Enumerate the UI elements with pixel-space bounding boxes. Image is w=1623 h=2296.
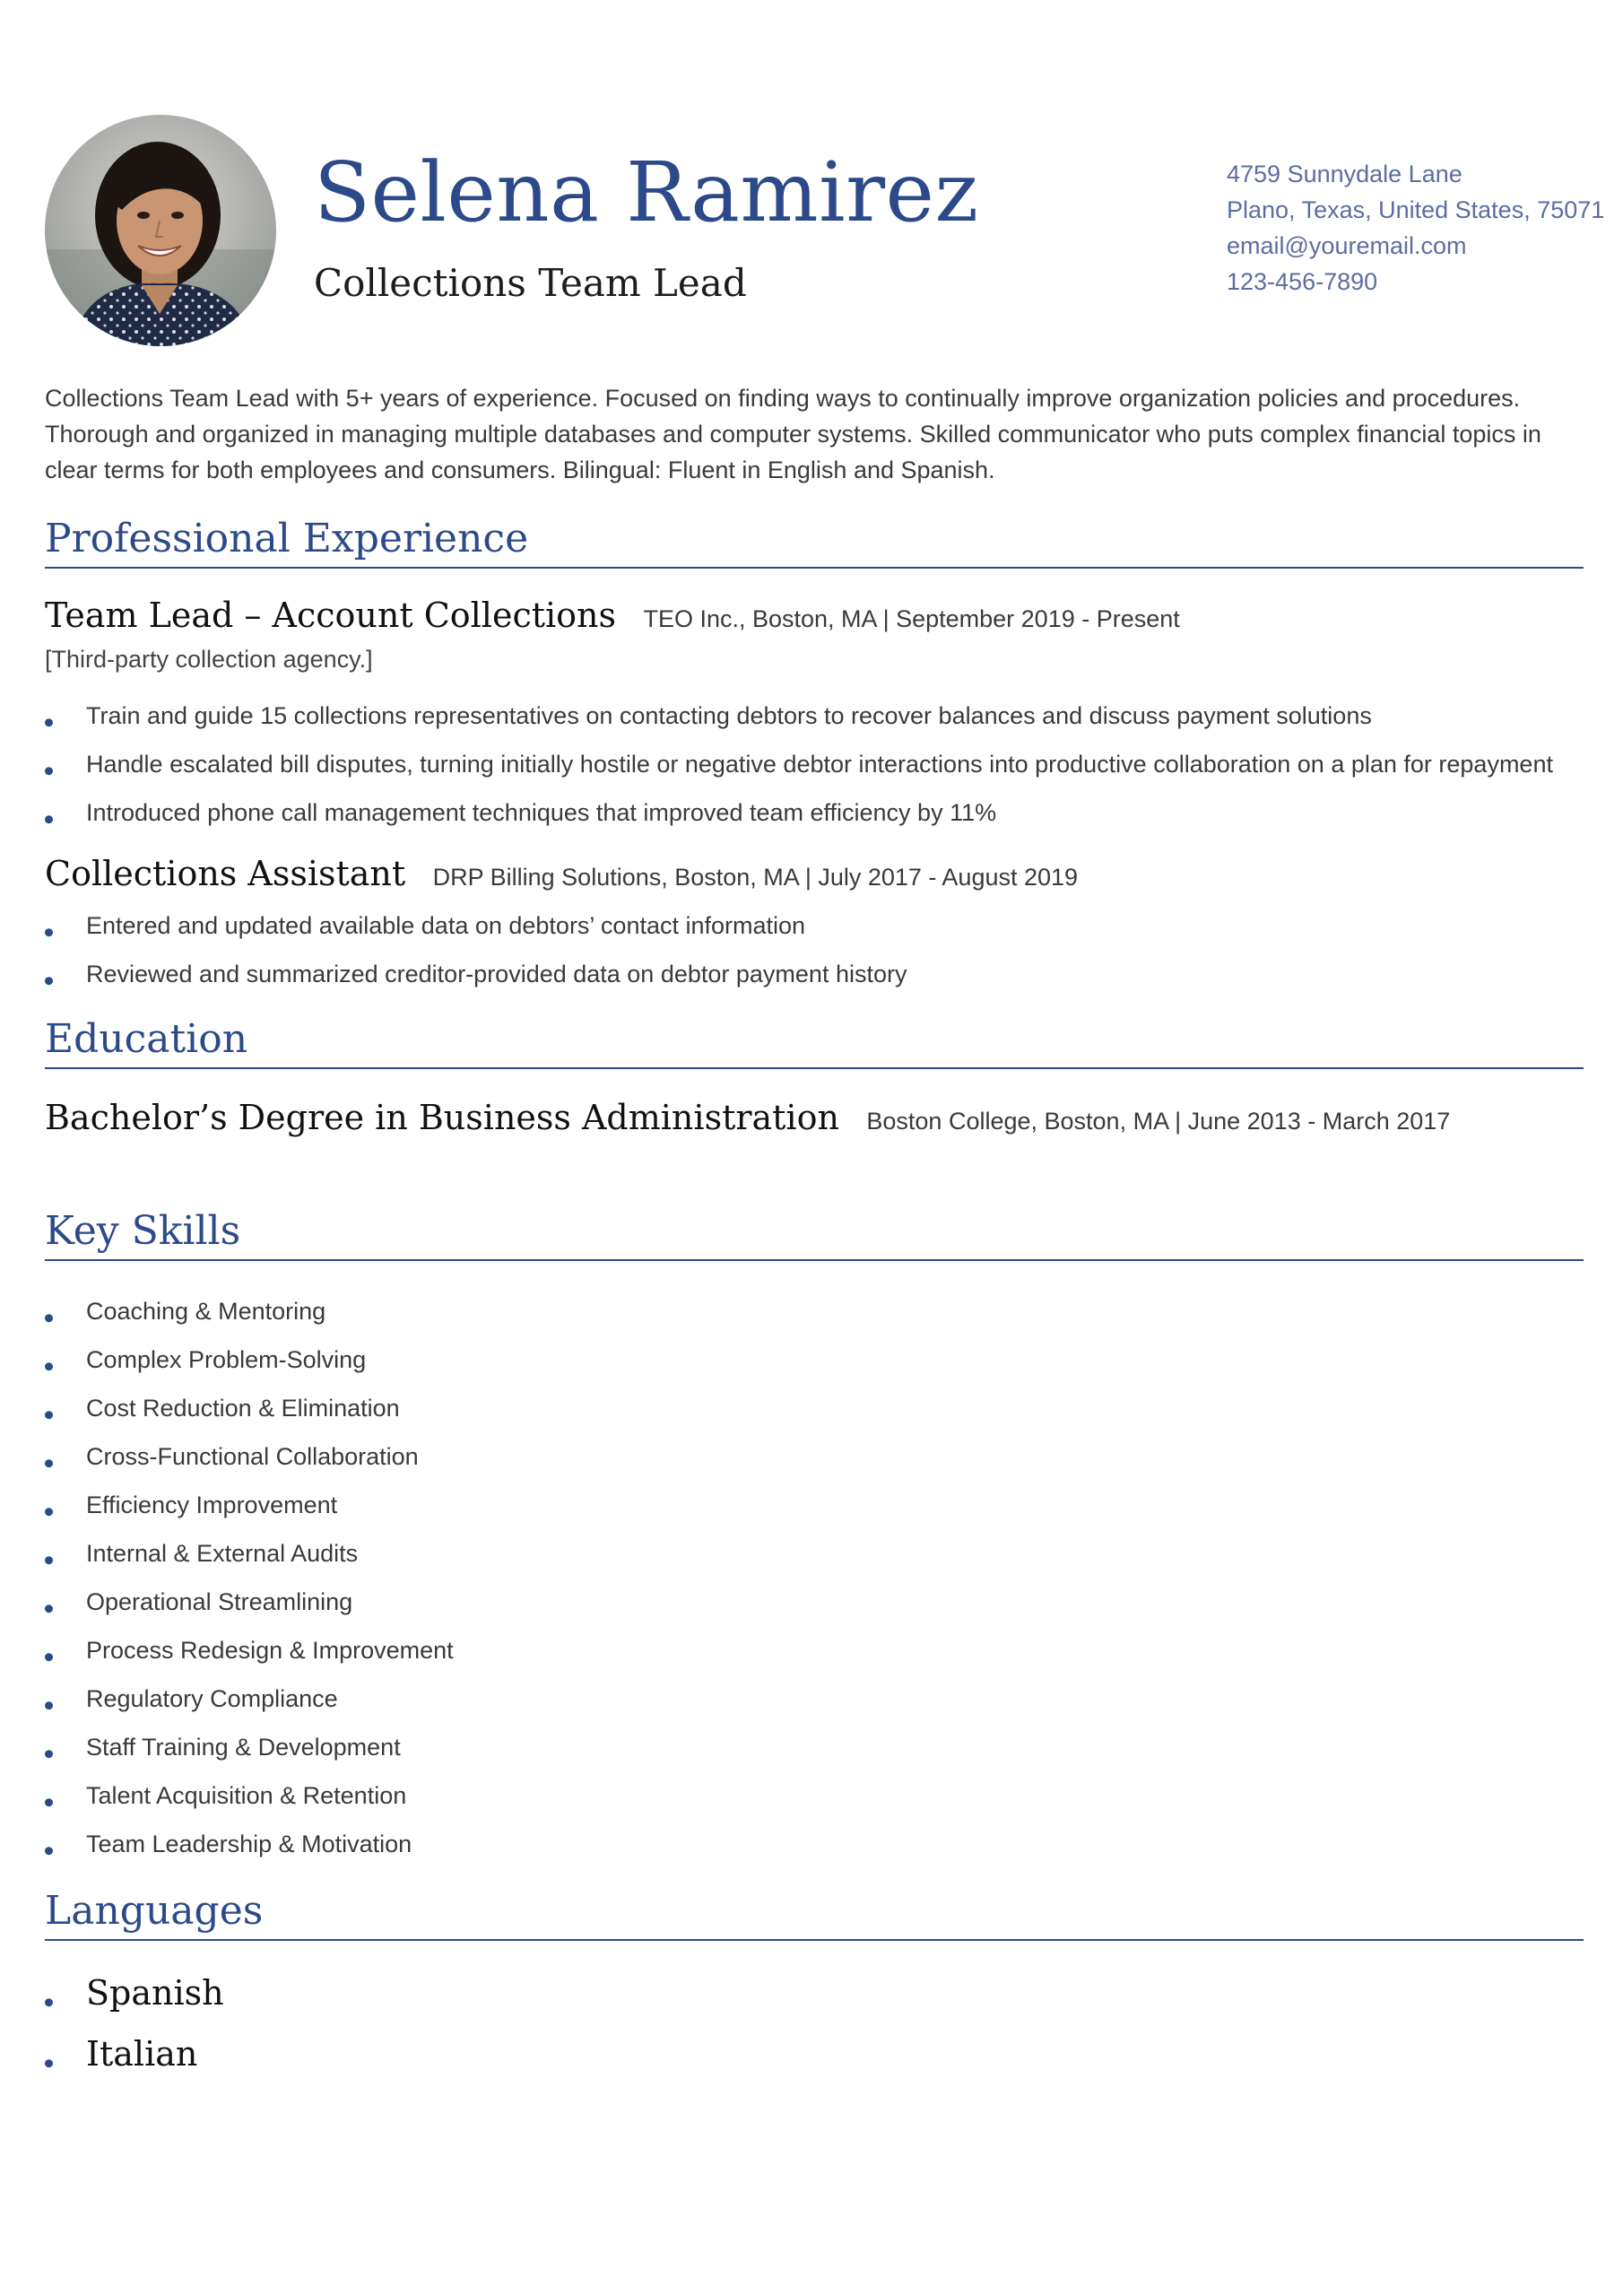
job-1-title: Team Lead – Account Collections [45,596,617,635]
education-heading: Education [45,1013,1584,1069]
list-item: Handle escalated bill disputes, turning initially hostile or negative debtor interactions into productive collaboration on a plan for repayment [45,744,1553,793]
portrait-illustration [45,115,276,346]
list-item: Italian [45,2031,224,2092]
candidate-title: Collections Team Lead [314,261,747,305]
address-line-2: Plano, Texas, United States, 75071 [1227,196,1605,223]
job-1-header [45,596,1180,635]
languages-list [45,1970,224,2092]
education-meta: Boston College, Boston, MA | June 2013 - March 2017 [866,1108,1451,1135]
list-item: Coaching & Mentoring [45,1292,454,1340]
list-item: Internal & External Audits [45,1534,454,1582]
list-item: Train and guide 15 collections representatives on contacting debtors to recover balances and discuss payment solutions [45,696,1553,744]
list-item: Staff Training & Development [45,1727,454,1776]
list-item: Talent Acquisition & Retention [45,1776,454,1824]
languages-heading: Languages [45,1885,1584,1941]
list-item: Team Leadership & Motivation [45,1824,454,1873]
address-line-1: 4759 Sunnydale Lane [1227,161,1462,187]
profile-photo [45,115,276,346]
list-item: Spanish [45,1970,224,2031]
job-1-bullets [45,696,1553,841]
skills-list [45,1292,454,1873]
degree-title: Bachelor’s Degree in Business Administration [45,1098,839,1137]
list-item: Regulatory Compliance [45,1679,454,1727]
job-2-header [45,854,1078,893]
experience-heading: Professional Experience [45,513,1584,569]
job-2-meta: DRP Billing Solutions, Boston, MA | July 2017 - August 2019 [432,864,1079,891]
list-item: Cross-Functional Collaboration [45,1437,454,1485]
phone-number: 123-456-7890 [1227,268,1378,295]
skills-heading: Key Skills [45,1205,1584,1261]
email-link[interactable]: email@youremail.com [1227,232,1467,259]
list-item: Efficiency Improvement [45,1485,454,1534]
list-item: Process Redesign & Improvement [45,1631,454,1679]
list-item: Introduced phone call management techniques that improved team efficiency by 11% [45,793,1553,841]
list-item: Entered and updated available data on debtors’ contact information [45,906,907,954]
job-1-meta: TEO Inc., Boston, MA | September 2019 - Present [643,605,1180,632]
list-item: Reviewed and summarized creditor-provided data on debtor payment history [45,954,907,1003]
education-entry [45,1098,1450,1137]
list-item: Operational Streamlining [45,1582,454,1631]
list-item: Cost Reduction & Elimination [45,1388,454,1437]
list-item: Complex Problem-Solving [45,1340,454,1388]
summary-paragraph: Collections Team Lead with 5+ years of experience. Focused on finding ways to continually improve organization policies and procedures. Thorough and organized in managing multiple databases and computer systems. Skilled communicator who puts complex financial topics in clear terms for both employees and consumers. Bilingual: Fluent in English and Spanish. [45,385,1541,483]
contact-block [1227,156,1604,300]
candidate-name: Selena Ramirez [314,144,979,240]
job-2-title: Collections Assistant [45,854,406,893]
job-2-bullets [45,906,907,1003]
job-1-note: [Third-party collection agency.] [45,646,373,673]
